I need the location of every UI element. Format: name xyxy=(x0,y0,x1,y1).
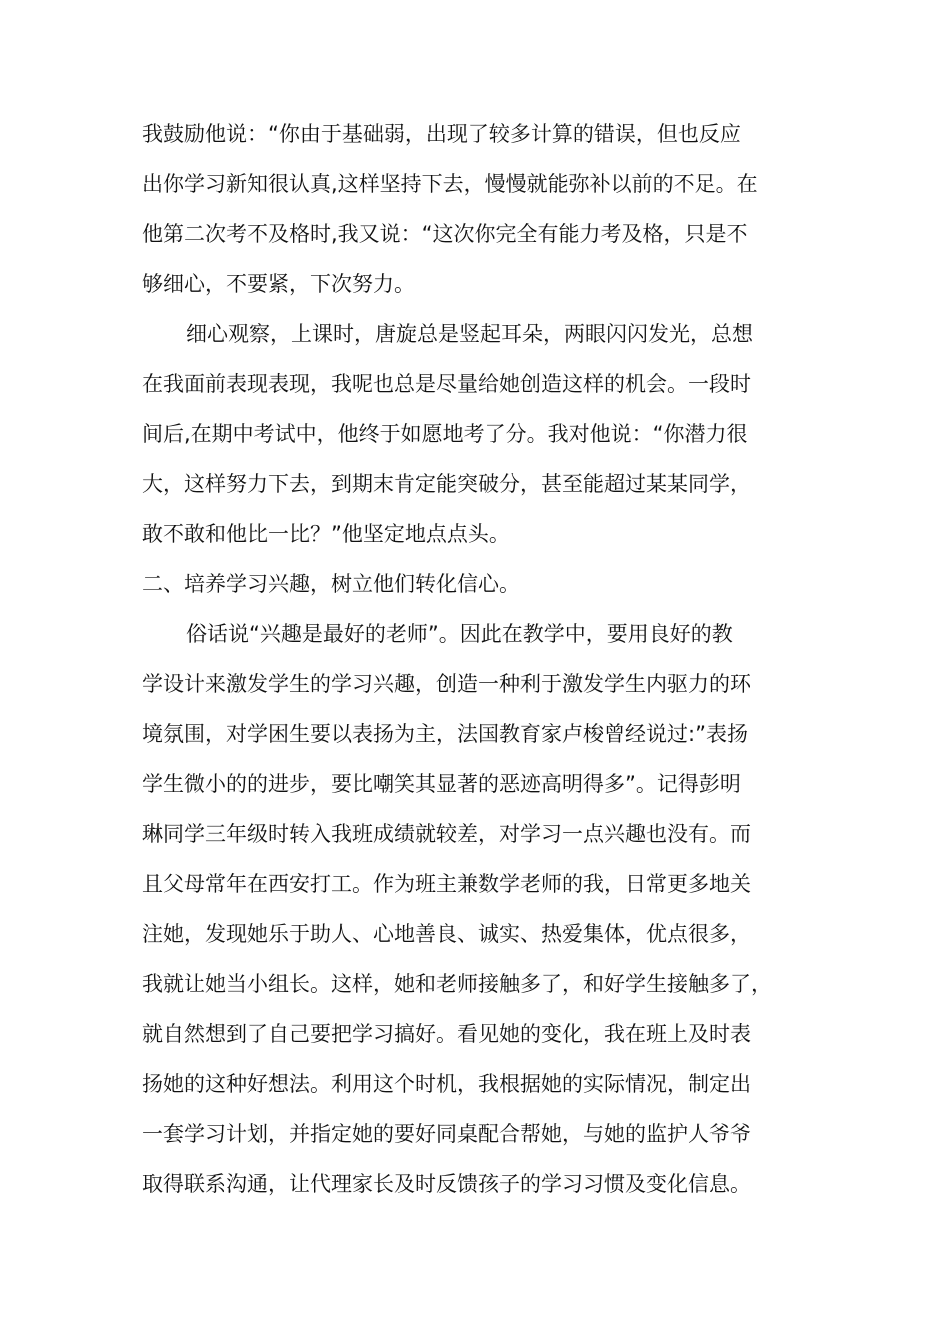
text-line: 在我面前表现表现，我呢也总是尽量给她创造这样的机会。一段时 xyxy=(142,372,751,396)
text-line: 取得联系沟通，让代理家长及时反馈孩子的学习习惯及变化信息。 xyxy=(142,1172,751,1196)
text-line: 琳同学三年级时转入我班成绩就较差，对学习一点兴趣也没有。而 xyxy=(142,822,751,846)
text-line: 出你学习新知很认真,这样坚持下去，慢慢就能弥补以前的不足。在 xyxy=(142,172,758,196)
text-line: 学设计来激发学生的学习兴趣，创造一种利于激发学生内驱力的环 xyxy=(142,672,751,696)
text-line: 他第二次考不及格时,我又说：“这次你完全有能力考及格，只是不 xyxy=(142,222,748,246)
section-heading: 二、培养学习兴趣，树立他们转化信心。 xyxy=(142,572,520,596)
text-line: 且父母常年在西安打工。作为班主兼数学老师的我，日常更多地关 xyxy=(142,872,751,896)
text-line: 扬她的这种好想法。利用这个时机，我根据她的实际情况，制定出 xyxy=(142,1072,751,1096)
text-line: 间后,在期中考试中，他终于如愿地考了分。我对他说：“你潜力很 xyxy=(142,422,748,446)
text-line: 学生微小的的进步，要比嘲笑其显著的恶迹高明得多”。记得彭明 xyxy=(142,772,741,796)
text-line: 细心观察，上课时，唐旋总是竖起耳朵，两眼闪闪发光，总想 xyxy=(186,322,753,346)
text-line: 够细心，不要紧，下次努力。 xyxy=(142,272,415,296)
text-line: 大，这样努力下去，到期末肯定能突破分，甚至能超过某某同学， xyxy=(142,472,751,496)
text-line: 注她，发现她乐于助人、心地善良、诚实、热爱集体，优点很多， xyxy=(142,922,751,946)
text-line: 境氛围，对学困生要以表扬为主，法国教育家卢梭曾经说过:”表扬 xyxy=(142,722,748,746)
text-line: 敢不敢和他比一比？”他坚定地点点头。 xyxy=(142,522,510,546)
text-line: 我就让她当小组长。这样，她和老师接触多了，和好学生接触多了， xyxy=(142,972,772,996)
text-line: 一套学习计划，并指定她的要好同桌配合帮她，与她的监护人爷爷 xyxy=(142,1122,751,1146)
text-line: 俗话说“兴趣是最好的老师”。因此在教学中，要用良好的教 xyxy=(186,622,733,646)
text-line: 就自然想到了自己要把学习搞好。看见她的变化，我在班上及时表 xyxy=(142,1022,751,1046)
text-line: 我鼓励他说：“你由于基础弱，出现了较多计算的错误，但也反应 xyxy=(142,122,741,146)
